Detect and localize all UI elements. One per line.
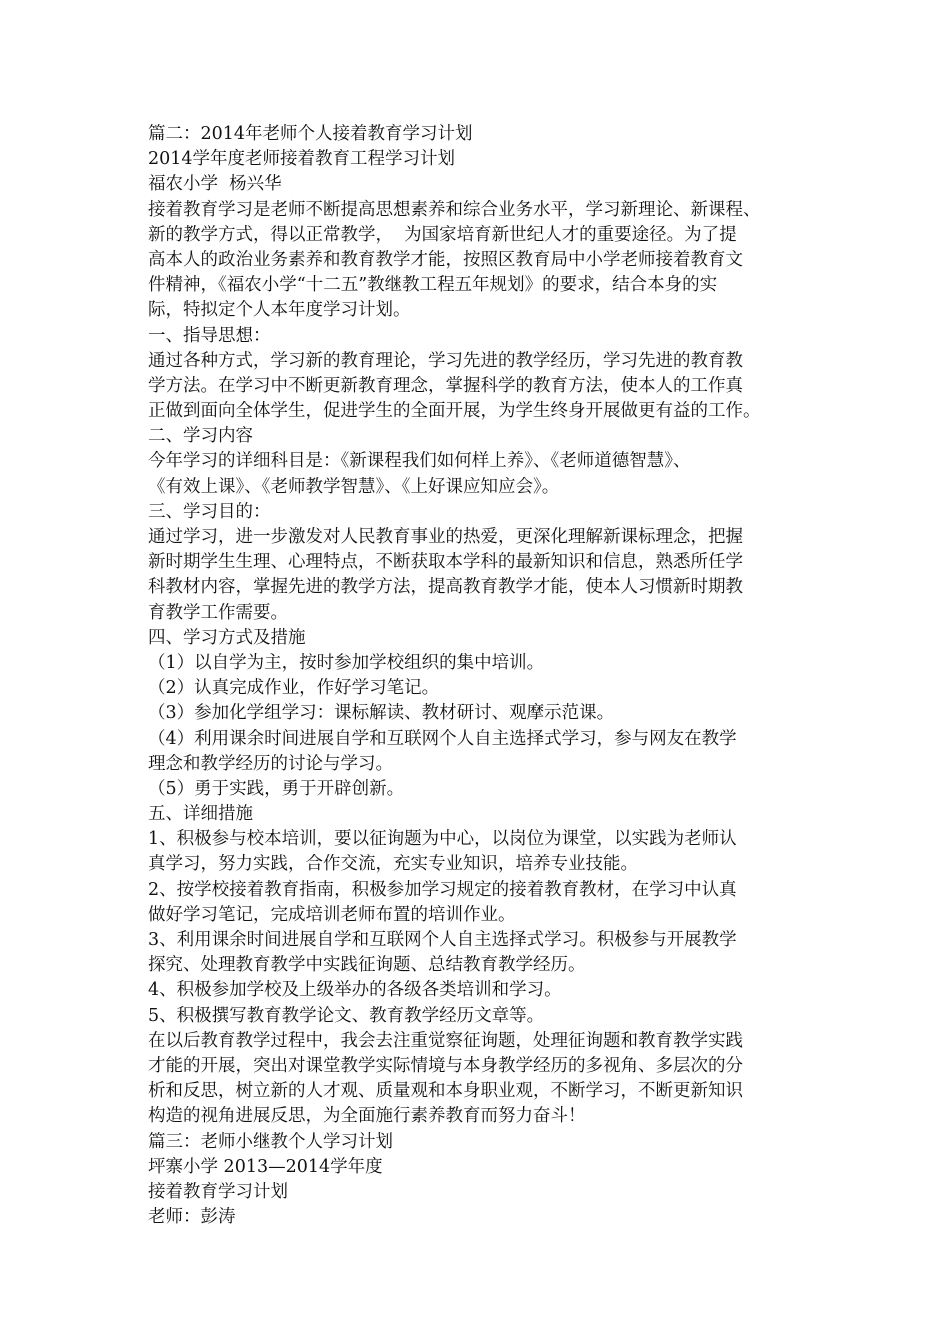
document-line: 四、学习方式及措施 — [148, 627, 306, 648]
document-line: 2014学年度老师接着教育工程学习计划 — [148, 149, 456, 170]
document-line: 在以后教育教学过程中，我会去注重觉察征询题，处理征询题和教育教学实践 — [148, 1030, 743, 1051]
document-line: 际，特拟定个人本年度学习计划。 — [148, 300, 411, 321]
document-line: 理念和教学经历的讨论与学习。 — [148, 753, 393, 774]
document-line: 三、学习目的： — [148, 501, 271, 522]
document-line: 探究、处理教育教学中实践征询题、总结教育教学经历。 — [148, 955, 586, 976]
document-line: 新的教学方式，得以正常教学， 为国家培育新世纪人才的重要途径。为了提 — [148, 224, 737, 245]
document-body — [148, 122, 818, 1230]
document-line: 福农小学 杨兴华 — [148, 174, 282, 195]
document-line: 4、积极参加学校及上级举办的各级各类培训和学习。 — [148, 980, 562, 1001]
document-line: 新时期学生生理、心理特点，不断获取本学科的最新知识和信息，熟悉所任学 — [148, 552, 743, 573]
document-line: 构造的视角进展反思，为全面施行素养教育而努力奋斗！ — [148, 1106, 586, 1127]
document-line: 真学习，努力实践，合作交流，充实专业知识，培养专业技能。 — [148, 854, 638, 875]
document-line: 接着教育学习是老师不断提高思想素养和综合业务水平，学习新理论、新课程、 — [148, 199, 761, 220]
document-line: 今年学习的详细科目是：《新课程我们如何样上养》、《老师道德智慧》、 — [148, 451, 691, 472]
document-line: 老师：彭涛 — [148, 1207, 236, 1228]
document-line: 篇三：老师小继教个人学习计划 — [148, 1131, 393, 1152]
document-line: 高本人的政治业务素养和教育教学才能，按照区教育局中小学老师接着教育文 — [148, 249, 743, 270]
document-line: 3、利用课余时间进展自学和互联网个人自主选择式学习。积极参与开展教学 — [148, 930, 737, 950]
document-line: 坪寨小学 2013—2014学年度 — [148, 1156, 383, 1177]
document-line: 《有效上课》、《老师教学智慧》、《上好课应知应会》。 — [148, 476, 560, 497]
document-line: （5）勇于实践，勇于开辟创新。 — [148, 778, 405, 799]
document-line: （2）认真完成作业，作好学习笔记。 — [148, 678, 440, 699]
document-line: 正做到面向全体学生，促进学生的全面开展，为学生终身开展做更有益的工作。 — [148, 401, 761, 422]
document-line: （4）利用课余时间进展自学和互联网个人自主选择式学习，参与网友在教学 — [148, 728, 737, 749]
document-line: 学方法。在学习中不断更新教育理念，掌握科学的教育方法，使本人的工作真 — [148, 375, 743, 396]
document-line: 件精神，《福农小学“十二五”教继教工程五年规划》的要求，结合本身的实 — [148, 275, 718, 296]
document-line: 接着教育学习计划 — [148, 1181, 288, 1202]
document-line: 1、积极参与校本培训，要以征询题为中心，以岗位为课堂，以实践为老师认 — [148, 829, 737, 850]
document-line: 科教材内容，掌握先进的教学方法，提高教育教学才能，使本人习惯新时期教 — [148, 577, 743, 598]
document-line: 篇二：2014年老师个人接着教育学习计划 — [148, 124, 473, 144]
document-line: 2、按学校接着教育指南，积极参加学习规定的接着教育教材，在学习中认真 — [148, 879, 737, 900]
document-line: 一、指导思想： — [148, 325, 271, 346]
document-line: （1）以自学为主，按时参加学校组织的集中培训。 — [148, 652, 545, 673]
document-line: 五、详细措施 — [148, 804, 253, 825]
document-line: 才能的开展，突出对课堂教学实际情境与本身教学经历的多视角、多层次的分 — [148, 1055, 743, 1076]
document-line: 通过学习，进一步激发对人民教育事业的热爱，更深化理解新课标理念，把握 — [148, 527, 743, 547]
document-line: 二、学习内容 — [148, 426, 253, 447]
document-line: 通过各种方式，学习新的教育理论，学习先进的教学经历，学习先进的教育教 — [148, 350, 743, 371]
document-line: 5、积极撰写教育教学论文、教育教学经历文章等。 — [148, 1005, 545, 1026]
document-line: （3）参加化学组学习：课标解读、教材研讨、观摩示范课。 — [148, 703, 615, 724]
document-line: 析和反思，树立新的人才观、质量观和本身职业观，不断学习，不断更新知识 — [148, 1081, 743, 1102]
document-line: 育教学工作需要。 — [148, 602, 288, 623]
document-line: 做好学习笔记，完成培训老师布置的培训作业。 — [148, 904, 516, 925]
